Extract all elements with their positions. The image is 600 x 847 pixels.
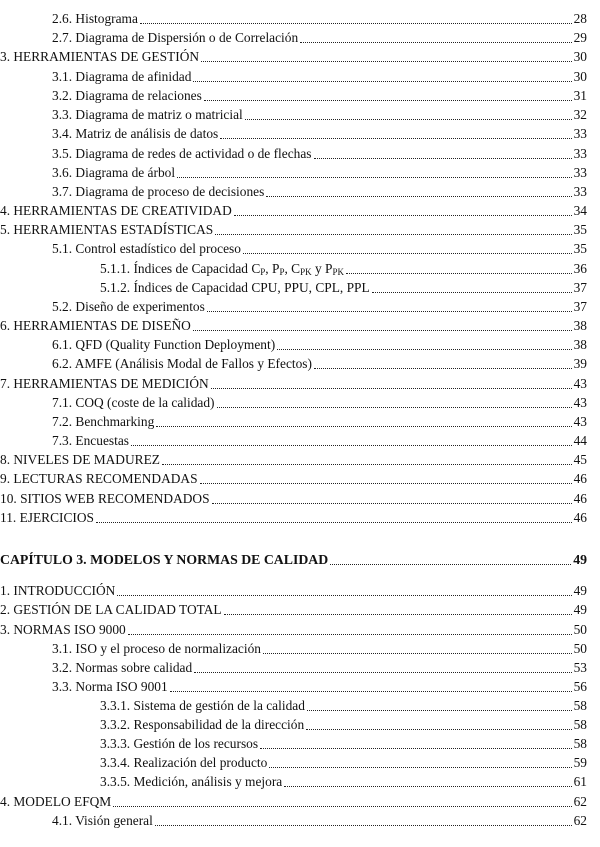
toc-page-number: 46 (573, 510, 587, 525)
toc-entry-title: 3.7. Diagrama de proceso de decisiones (52, 184, 265, 199)
toc-entry (0, 221, 587, 239)
toc-entry-title: 9. LECTURAS RECOMENDADAS (0, 471, 198, 486)
toc-entry (0, 317, 587, 335)
toc-page-number: 31 (573, 88, 587, 103)
toc-entry-title: 5. HERRAMIENTAS ESTADÍSTICAS (0, 222, 214, 237)
toc-page-number: 61 (573, 774, 587, 789)
toc-page-number: 59 (573, 755, 587, 770)
toc-entry (52, 659, 587, 677)
toc-entry-title: 3.3.2. Responsabilidad de la dirección (100, 717, 305, 732)
toc-entry-title: 5.1.2. Índices de Capacidad CPU, PPU, CPL, PPL (100, 280, 370, 295)
dot-leader (211, 387, 572, 389)
toc-entry (52, 183, 587, 201)
toc-page-number: 62 (573, 794, 587, 809)
toc-entry-title: 3.3.5. Medición, análisis y mejora (100, 774, 283, 789)
toc-page-number: 45 (573, 452, 587, 467)
toc-entry-title: 7.1. COQ (coste de la calidad) (52, 395, 215, 410)
toc-page-number: 39 (573, 356, 587, 371)
toc-entry-title: 4.1. Visión general (52, 813, 153, 828)
toc-page-number: 62 (573, 813, 587, 828)
toc-entry (52, 10, 587, 28)
toc-entry (0, 470, 587, 488)
dot-leader (220, 137, 571, 139)
toc-entry-title: 3.5. Diagrama de redes de actividad o de flechas (52, 146, 312, 161)
toc-page-number: 38 (573, 337, 587, 352)
dot-leader (346, 272, 572, 274)
toc-entry-title: 2.7. Diagrama de Dispersión o de Correlación (52, 30, 299, 45)
dot-leader (96, 521, 572, 523)
toc-entry-title: 4. HERRAMIENTAS DE CREATIVIDAD (0, 203, 232, 218)
toc-page-number: 50 (573, 622, 587, 637)
toc-entry (52, 394, 587, 412)
dot-leader (314, 367, 572, 369)
toc-page-number: 37 (573, 299, 587, 314)
toc-entry (52, 145, 587, 163)
toc-entry-title: 1. INTRODUCCIÓN (0, 583, 116, 598)
dot-leader (306, 728, 571, 730)
toc-entry-title: 3.3. Norma ISO 9001 (52, 679, 168, 694)
toc-page-number: 32 (573, 107, 587, 122)
toc-entry-title: 3.3. Diagrama de matriz o matricial (52, 107, 243, 122)
dot-leader (243, 252, 572, 254)
toc-entry-title: 3.1. Diagrama de afinidad (52, 69, 192, 84)
toc-entry-title: 2.6. Histograma (52, 11, 138, 26)
toc-page-number: 46 (573, 491, 587, 506)
toc-entry-title: 3. NORMAS ISO 9000 (0, 622, 126, 637)
toc-page-number: 49 (573, 552, 587, 567)
toc-entry (52, 640, 587, 658)
toc-entry-title: 3.6. Diagrama de árbol (52, 165, 176, 180)
toc-entry (0, 451, 587, 469)
toc-entry (100, 716, 587, 734)
dot-leader (245, 118, 572, 120)
toc-page-number: 43 (573, 414, 587, 429)
toc-entry-title: 3.1. ISO y el proceso de normalización (52, 641, 261, 656)
toc-entry-title: 5.2. Diseño de experimentos (52, 299, 205, 314)
toc-entry (52, 68, 587, 86)
dot-leader (372, 291, 572, 293)
toc-entry-title: 5.1. Control estadístico del proceso (52, 241, 241, 256)
dot-leader (277, 348, 571, 350)
dot-leader (162, 463, 572, 465)
toc-entry-title: CAPÍTULO 3. MODELOS Y NORMAS DE CALIDAD (0, 552, 329, 567)
dot-leader (330, 563, 571, 565)
toc-page-number: 29 (573, 30, 587, 45)
toc-page-number: 58 (573, 717, 587, 732)
toc-entry (52, 164, 587, 182)
toc-page-number: 36 (573, 261, 587, 276)
toc-entry (52, 812, 587, 830)
toc-entry (52, 336, 587, 354)
dot-leader (128, 633, 572, 635)
toc-entry-title: 7.3. Encuestas (52, 433, 129, 448)
toc-page-number: 46 (573, 471, 587, 486)
dot-leader (193, 329, 572, 331)
toc-entry-title: 3. HERRAMIENTAS DE GESTIÓN (0, 49, 200, 64)
toc-page-number: 33 (573, 165, 587, 180)
toc-page-number: 34 (573, 203, 587, 218)
dot-leader (113, 805, 571, 807)
dot-leader (212, 502, 572, 504)
toc-page-number: 35 (573, 241, 587, 256)
toc-entry-title: 7.2. Benchmarking (52, 414, 155, 429)
toc-page-number: 35 (573, 222, 587, 237)
toc-chapter-heading (0, 551, 587, 569)
dot-leader (156, 425, 571, 427)
dot-leader (266, 195, 571, 197)
toc-entry (52, 106, 587, 124)
toc-entry (52, 125, 587, 143)
toc-entry-title: 6. HERRAMIENTAS DE DISEÑO (0, 318, 191, 333)
dot-leader (200, 482, 572, 484)
dot-leader (177, 176, 572, 178)
toc-entry-title: 2. GESTIÓN DE LA CALIDAD TOTAL (0, 602, 222, 617)
toc-entry (0, 490, 587, 508)
dot-leader (234, 214, 572, 216)
toc-entry (52, 87, 587, 105)
toc-entry (100, 279, 587, 297)
toc-page-number: 43 (573, 376, 587, 391)
toc-entry-title: 3.3.1. Sistema de gestión de la calidad (100, 698, 305, 713)
toc-page-number: 53 (573, 660, 587, 675)
toc-entry-title: 3.3.4. Realización del producto (100, 755, 268, 770)
toc-entry-title: 3.2. Normas sobre calidad (52, 660, 193, 675)
toc-page-number: 58 (573, 736, 587, 751)
dot-leader (131, 444, 572, 446)
toc-entry-title: 5.1.1. Índices de Capacidad $C_P$, $P_P$, $C_{PK}$ y $P_{PK}$ (100, 261, 344, 277)
dot-leader (140, 22, 572, 24)
toc-entry-title: 10. SITIOS WEB RECOMENDADOS (0, 491, 210, 506)
toc-entry-title: 4. MODELO EFQM (0, 794, 112, 809)
toc-entry-title: 11. EJERCICIOS (0, 510, 94, 525)
toc-entry (52, 240, 587, 258)
toc-entry-title: 6.1. QFD (Quality Function Deployment) (52, 337, 276, 352)
toc-entry-title: 7. HERRAMIENTAS DE MEDICIÓN (0, 376, 209, 391)
dot-leader (204, 99, 572, 101)
toc-page-number: 33 (573, 184, 587, 199)
dot-leader (269, 766, 571, 768)
dot-leader (170, 690, 572, 692)
toc-entry (52, 432, 587, 450)
dot-leader (194, 671, 571, 673)
dot-leader (314, 157, 572, 159)
dot-leader (284, 785, 571, 787)
toc-entry (0, 509, 587, 527)
toc-entry (52, 678, 587, 696)
toc-page-number: 30 (573, 69, 587, 84)
toc-entry-title: 3.4. Matriz de análisis de datos (52, 126, 219, 141)
toc-page-number: 58 (573, 698, 587, 713)
toc-entry (52, 413, 587, 431)
toc-page-number: 33 (573, 126, 587, 141)
toc-page-number: 49 (573, 602, 587, 617)
dot-leader (307, 709, 572, 711)
toc-entry (52, 355, 587, 373)
toc-page-number: 44 (573, 433, 587, 448)
toc-entry (100, 773, 587, 791)
toc-page-number: 37 (573, 280, 587, 295)
dot-leader (217, 406, 572, 408)
toc-entry (52, 29, 587, 47)
toc-entry (100, 260, 587, 278)
dot-leader (260, 747, 572, 749)
toc-entry (0, 621, 587, 639)
toc-entry (100, 697, 587, 715)
dot-leader (117, 594, 571, 596)
dot-leader (201, 60, 572, 62)
dot-leader (224, 613, 572, 615)
toc-page-number: 49 (573, 583, 587, 598)
toc-page-number: 28 (573, 11, 587, 26)
dot-leader (263, 652, 572, 654)
toc-entry-title: 6.2. AMFE (Análisis Modal de Fallos y Efectos) (52, 356, 312, 371)
toc-page-number: 30 (573, 49, 587, 64)
toc-page-number: 43 (573, 395, 587, 410)
toc-entry (0, 48, 587, 66)
dot-leader (215, 233, 571, 235)
toc-entry-title: 3.3.3. Gestión de los recursos (100, 736, 259, 751)
toc-entry (0, 793, 587, 811)
toc-entry (0, 601, 587, 619)
toc-page-number: 33 (573, 146, 587, 161)
dot-leader (207, 310, 572, 312)
dot-leader (300, 41, 571, 43)
toc-entry (100, 735, 587, 753)
toc-entry (0, 582, 587, 600)
dot-leader (193, 80, 571, 82)
toc-entry (100, 754, 587, 772)
toc-entry (0, 375, 587, 393)
toc-page-number: 56 (573, 679, 587, 694)
toc-page-number: 38 (573, 318, 587, 333)
toc-entry (52, 298, 587, 316)
dot-leader (155, 824, 572, 826)
toc-entry-title: 8. NIVELES DE MADUREZ (0, 452, 160, 467)
toc-page-number: 50 (573, 641, 587, 656)
toc-entry-title: 3.2. Diagrama de relaciones (52, 88, 202, 103)
toc-entry (0, 202, 587, 220)
